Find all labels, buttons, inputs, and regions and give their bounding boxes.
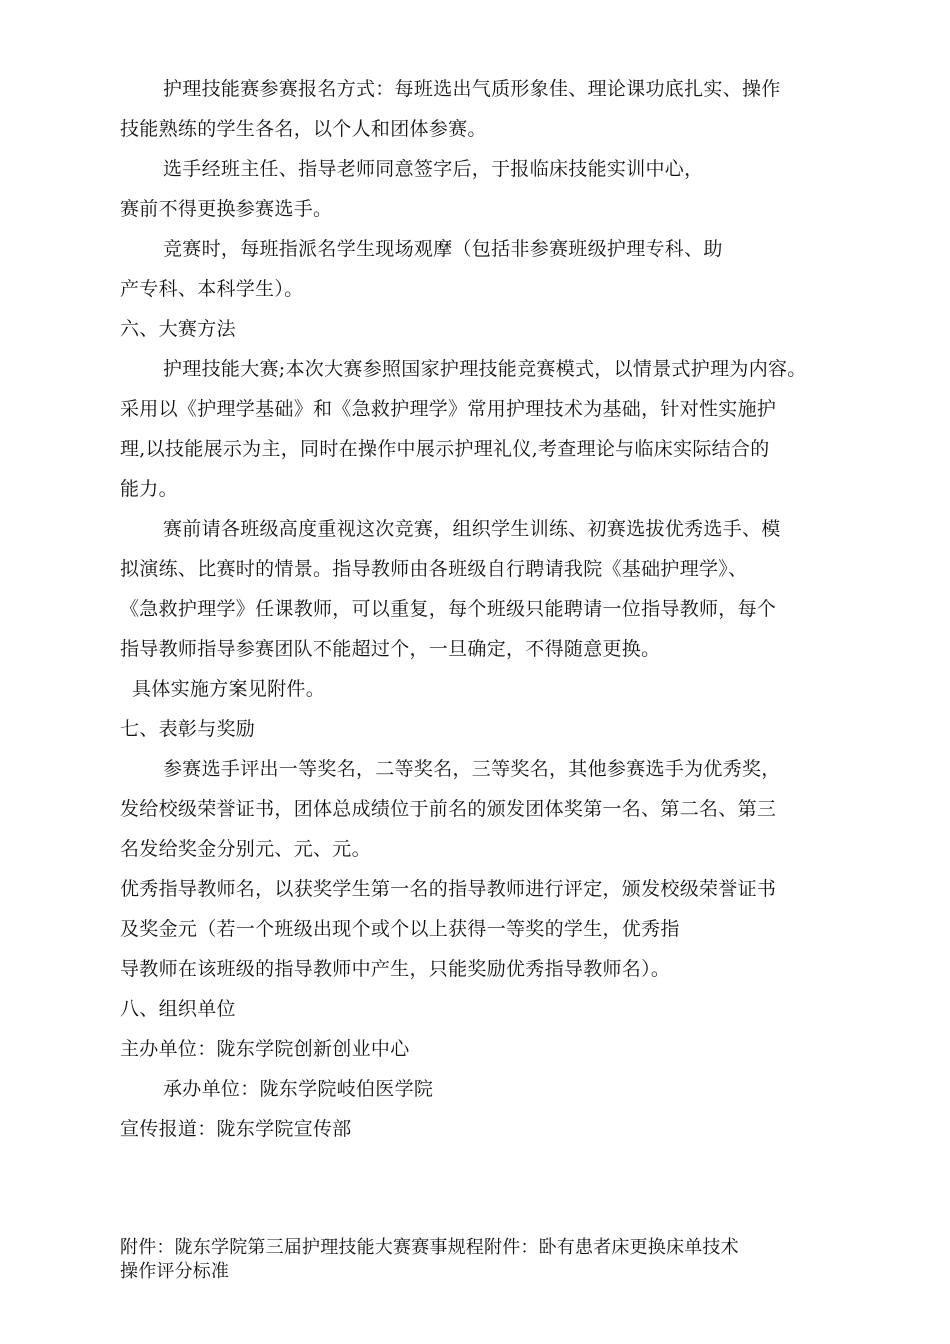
- paragraph-line: 采用以《护理学基础》和《急救护理学》常用护理技术为基础，针对性实施护: [120, 398, 777, 420]
- paragraph-line: 赛前请各班级高度重视这次竞赛，组织学生训练、初赛选拔优秀选手、模: [163, 518, 781, 540]
- section-heading: 八、组织单位: [120, 998, 236, 1020]
- paragraph-line: 竞赛时，每班指派名学生现场观摩（包括非参赛班级护理专科、助: [163, 238, 723, 260]
- section-heading: 六、大赛方法: [120, 318, 236, 340]
- paragraph-line: 参赛选手评出一等奖名，二等奖名，三等奖名，其他参赛选手为优秀奖，: [163, 758, 781, 780]
- paragraph-line: 具体实施方案见附件。: [132, 678, 326, 700]
- paragraph-line: 及奖金元（若一个班级出现个或个以上获得一等奖的学生，优秀指: [120, 918, 680, 940]
- paragraph-line: 名发给奖金分别元、元、元。: [120, 838, 371, 860]
- paragraph-line: 护理技能大赛;本次大赛参照国家护理技能竞赛模式，以情景式护理为内容。: [163, 358, 807, 380]
- paragraph-line: 技能熟练的学生各名，以个人和团体参赛。: [120, 118, 487, 140]
- paragraph-line: 导教师在该班级的指导教师中产生，只能奖励优秀指导教师名）。: [120, 958, 671, 980]
- paragraph-line: 能力。: [120, 478, 178, 500]
- paragraph-line: 宣传报道：陇东学院宣传部: [120, 1118, 352, 1140]
- section-heading: 七、表彰与奖励: [120, 718, 256, 740]
- paragraph-line: 主办单位：陇东学院创新创业中心: [120, 1038, 410, 1060]
- paragraph-line: 选手经班主任、指导老师同意签字后，于报临床技能实训中心，: [163, 158, 704, 180]
- paragraph-line: 产专科、本科学生）。: [120, 278, 304, 300]
- attachment-note: 操作评分标准: [120, 1261, 230, 1282]
- paragraph-line: 承办单位：陇东学院岐伯医学院: [163, 1078, 434, 1100]
- attachment-note: 附件：陇东学院第三届护理技能大赛赛事规程附件：卧有患者床更换床单技术: [120, 1237, 739, 1258]
- paragraph-line: 优秀指导教师名，以获奖学生第一名的指导教师进行评定，颁发校级荣誉证书: [120, 878, 777, 900]
- paragraph-line: 理,以技能展示为主，同时在操作中展示护理礼仪,考查理论与临床实际结合的: [120, 438, 770, 460]
- paragraph-line: 《急救护理学》任课教师，可以重复，每个班级只能聘请一位指导教师，每个: [120, 598, 777, 620]
- paragraph-line: 拟演练、比赛时的情景。指导教师由各班级自行聘请我院《基础护理学》、: [120, 558, 748, 580]
- paragraph-line: 发给校级荣誉证书，团体总成绩位于前名的颁发团体奖第一名、第二名、第三: [120, 798, 777, 820]
- paragraph-line: 指导教师指导参赛团队不能超过个，一旦确定，不得随意更换。: [120, 638, 661, 660]
- paragraph-line: 护理技能赛参赛报名方式：每班选出气质形象佳、理论课功底扎实、操作: [163, 78, 781, 100]
- paragraph-line: 赛前不得更换参赛选手。: [120, 198, 333, 220]
